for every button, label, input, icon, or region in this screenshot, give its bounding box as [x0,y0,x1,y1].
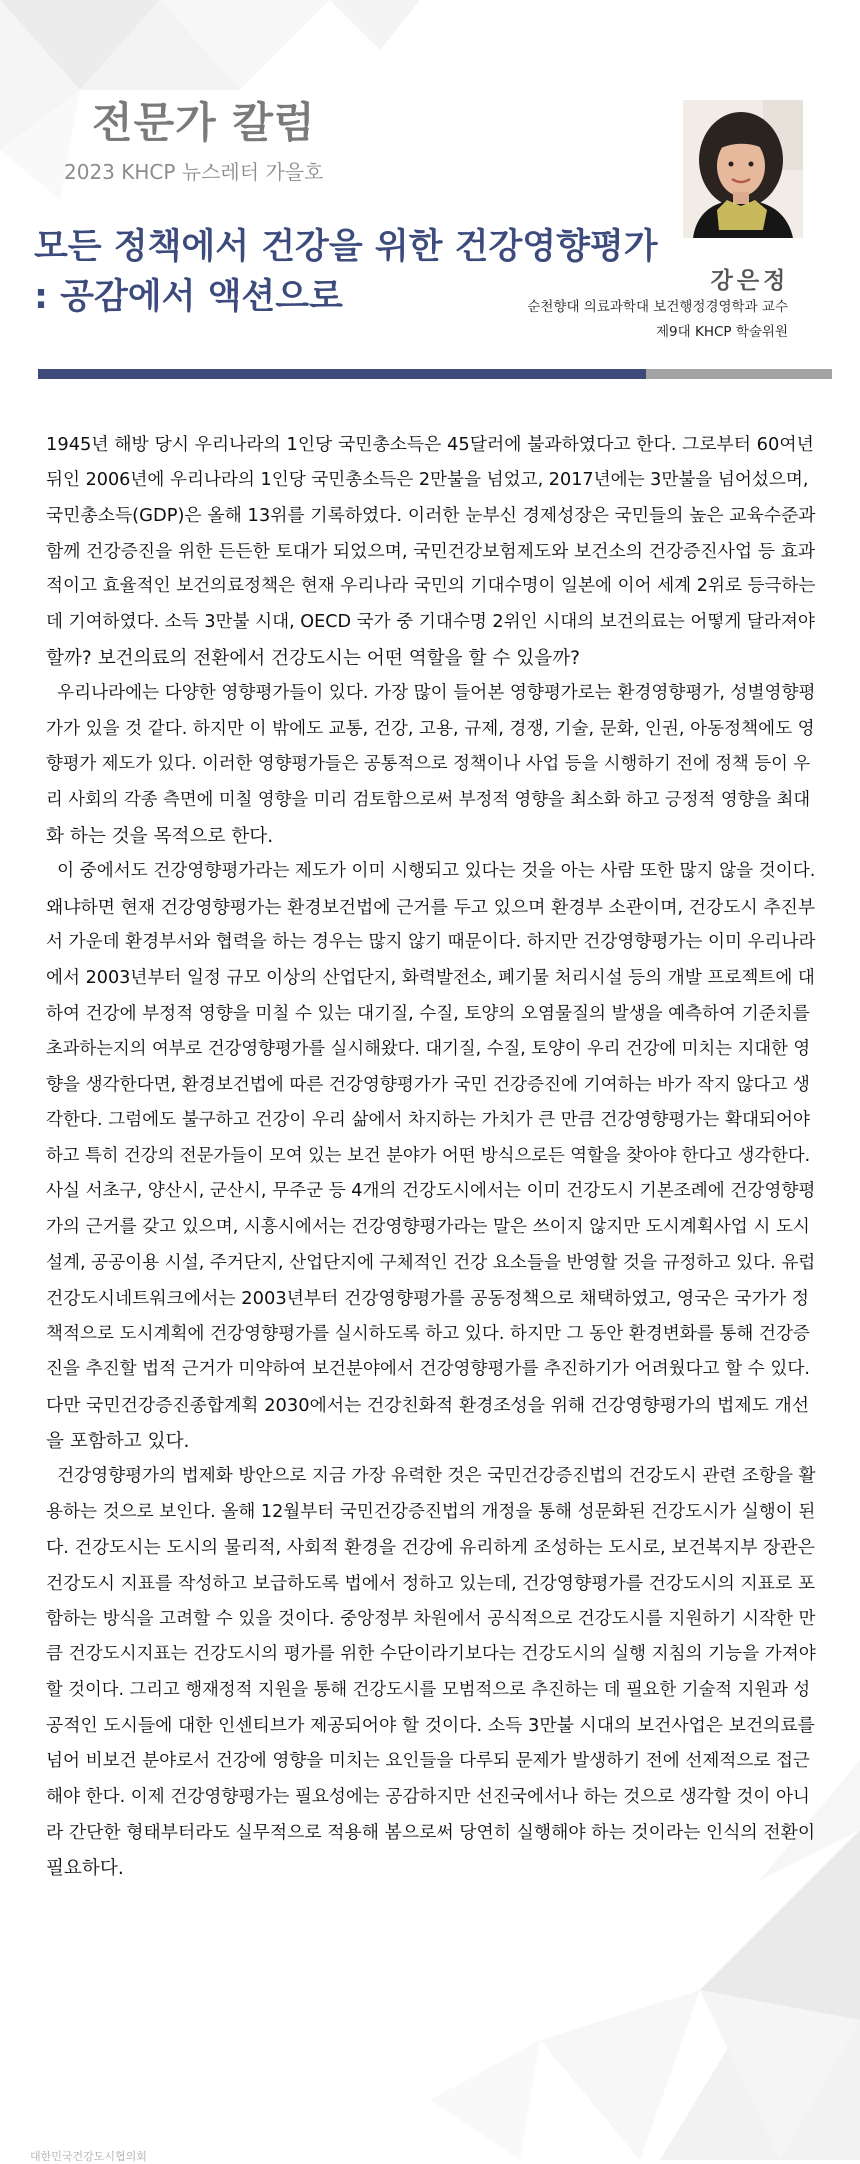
body-line: 넘어 비보건 분야로서 건강에 영향을 미치는 요인들을 다루되 문제가 발생하기 전에 선제적으로 접근 [46,1750,810,1771]
body-line: 서 가운데 환경부서와 협력을 하는 경우는 많지 않기 때문이다. 하지만 건강영향평가는 이미 우리나라 [46,932,816,953]
footer-text: 대한민국건강도시협의회 [30,2150,147,2163]
author-name: 강은정 [710,268,790,294]
body-line: 다만 국민건강증진종합계획 2030에서는 건강친화적 환경조성을 위해 건강영향평가의 법제도 개선 [46,1395,810,1417]
body-line: 용하는 것으로 보인다. 올해 12월부터 국민건강증진법의 개정을 통해 성문화된 건강도시가 실행이 된 [46,1501,816,1522]
title-line: : 공감에서 액션으로 [34,277,343,317]
body-line: 적이고 효율적인 보건의료정책은 현재 우리나라 국민의 기대수명이 일본에 이어 세계 2위로 등극하는 [46,576,816,597]
body-line: 데 기여하였다. 소득 3만불 시대, OECD 국가 중 기대수명 2위인 시대의 보건의료는 어떻게 달라져야 [46,611,815,632]
body-line: 건강도시네트워크에서는 2003년부터 건강영향평가를 공동정책으로 채택하였고, 영국은 국가가 정 [46,1288,810,1310]
body-line: 공적인 도시들에 대한 인센티브가 제공되어야 할 것이다. 소득 3만불 시대의 보건사업은 보건의료를 [46,1715,815,1737]
body-line: 큼 건강도시지표는 건강도시의 평가를 위한 수단이라기보다는 건강도시의 실행 지침의 기능을 가져야 [46,1644,816,1665]
body-line: 리 사회의 각종 측면에 미칠 영향을 미리 검토함으로써 부정적 영향을 최소화 하고 긍정적 영향을 최대 [46,789,811,810]
body-line: 건강영향평가의 법제화 방안으로 지금 가장 유력한 것은 국민건강증진법의 건강도시 관련 조항을 활 [46,1466,816,1487]
body-line: 설계, 공공이용 시설, 주거단지, 산업단지에 구체적인 건강 요소들을 반영할 것을 규정하고 있다. 유럽 [46,1252,816,1273]
body-line: 할 것이다. 그리고 행재정적 지원을 통해 건강도시를 모범적으로 추진하는 데 필요한 기술적 지원과 성 [46,1679,811,1700]
body-line: 향을 생각한다면, 환경보건법에 따른 건강영향평가가 국민 건강증진에 기여하는 바가 작지 않다고 생 [46,1074,810,1095]
author-photo [683,100,803,238]
body-line: 필요하다. [46,1857,124,1879]
body-line: 가가 있을 것 같다. 하지만 이 밖에도 교통, 건강, 고용, 규제, 경쟁, 기술, 문화, 인권, 아동정책에도 영 [46,718,815,739]
body-line: 라 간단한 형태부터라도 실무적으로 적용해 봄으로써 당연히 실행해야 하는 것이라는 인식의 전환이 [46,1822,816,1844]
body-line: 책적으로 도시계획에 건강영향평가를 실시하도록 하고 있다. 하지만 그 동안 환경변화를 통해 건강증 [46,1323,810,1344]
body-line: 왜냐하면 현재 건강영향평가는 환경보건법에 근거를 두고 있으며 환경부 소관이며, 건강도시 추진부 [46,896,816,918]
body-line: 화 하는 것을 목적으로 한다. [46,825,274,847]
body-line: 하고 특히 건강의 전문가들이 모여 있는 보건 분야가 어떤 방식으로든 역할을 찾아야 한다고 생각한다. [46,1145,811,1166]
body-line: 사실 서초구, 양산시, 군산시, 무주군 등 4개의 건강도시에서는 이미 건강도시 기본조례에 건강영향평 [46,1181,816,1202]
title-line: 모든 정책에서 건강을 위한 건강영향평가 [34,227,658,267]
affiliation-line: 제9대 KHCP 학술위원 [656,324,788,340]
body-line: 건강도시 지표를 작성하고 보급하도록 법에서 정하고 있는데, 건강영향평가를 건강도시의 지표로 포 [46,1573,816,1594]
author-affiliation [527,295,788,345]
body-line: 가의 근거를 갖고 있으며, 시흥시에서는 건강영향평가라는 말은 쓰이지 않지만 도시계획사업 시 도시 [46,1217,810,1238]
body-line: 에서 2003년부터 일정 규모 이상의 산업단지, 화력발전소, 폐기물 처리시설 등의 개발 프로젝트에 대 [46,967,815,988]
column-label: 전문가 칼럼 [92,98,316,147]
divider-dark [38,369,646,379]
body-line: 함께 건강증진을 위한 든든한 토대가 되었으며, 국민건강보험제도와 보건소의 건강증진사업 등 효과 [46,540,816,562]
body-line: 초과하는지의 여부로 건강영향평가를 실시해왔다. 대기질, 수질, 토양이 우리 건강에 미치는 지대한 영 [46,1039,811,1060]
body-line: 할까? 보건의료의 전환에서 건강도시는 어떤 역할을 할 수 있을까? [46,647,581,669]
body-line: 을 포함하고 있다. [46,1430,190,1452]
body-line: 이 중에서도 건강영향평가라는 제도가 이미 시행되고 있다는 것을 아는 사람 또한 많지 않을 것이다. [46,861,816,882]
affiliation-line: 순천향대 의료과학대 보건행정경영학과 교수 [527,299,788,315]
divider-light [646,369,832,379]
body-line: 우리나라에는 다양한 영향평가들이 있다. 가장 많이 들어본 영향평가로는 환경영향평가, 성별영향평 [46,683,816,704]
body-line: 다. 건강도시는 도시의 물리적, 사회적 환경을 건강에 유리하게 조성하는 도시로, 보건복지부 장관은 [46,1537,815,1559]
body-line: 국민총소득(GDP)은 올해 13위를 기록하였다. 이러한 눈부신 경제성장은 국민들의 높은 교육수준과 [46,505,816,527]
body-line: 향평가 제도가 있다. 이러한 영향평가들은 공통적으로 정책이나 사업 등을 시행하기 전에 정책 등이 우 [46,754,811,775]
body-line: 함하는 방식을 고려할 수 있을 것이다. 중앙정부 차원에서 공식적으로 건강도시를 지원하기 시작한 만 [46,1608,816,1629]
body-line: 각한다. 그럼에도 불구하고 건강이 우리 삶에서 차지하는 가치가 큰 만큼 건강영향평가는 확대되어야 [46,1110,810,1131]
article-body [46,427,816,1886]
body-line: 진을 추진할 법적 근거가 미약하여 보건분야에서 건강영향평가를 추진하기가 어려웠다고 할 수 있다. [46,1359,810,1380]
body-line: 하여 건강에 부정적 영향을 미칠 수 있는 대기질, 수질, 토양의 오염물질의 발생을 예측하여 기준치를 [46,1003,810,1024]
body-line: 뒤인 2006년에 우리나라의 1인당 국민총소득은 2만불을 넘었고, 2017년에는 3만불을 넘어섰으며, [46,469,809,490]
body-line: 해야 한다. 이제 건강영향평가는 필요성에는 공감하지만 선진국에서나 하는 것으로 생각할 것이 아니 [46,1786,810,1807]
body-line: 1945년 해방 당시 우리나라의 1인당 국민총소득은 45달러에 불과하였다고 한다. 그로부터 60여년 [46,434,814,455]
newsletter-issue: 2023 KHCP 뉴스레터 가을호 [64,160,324,184]
